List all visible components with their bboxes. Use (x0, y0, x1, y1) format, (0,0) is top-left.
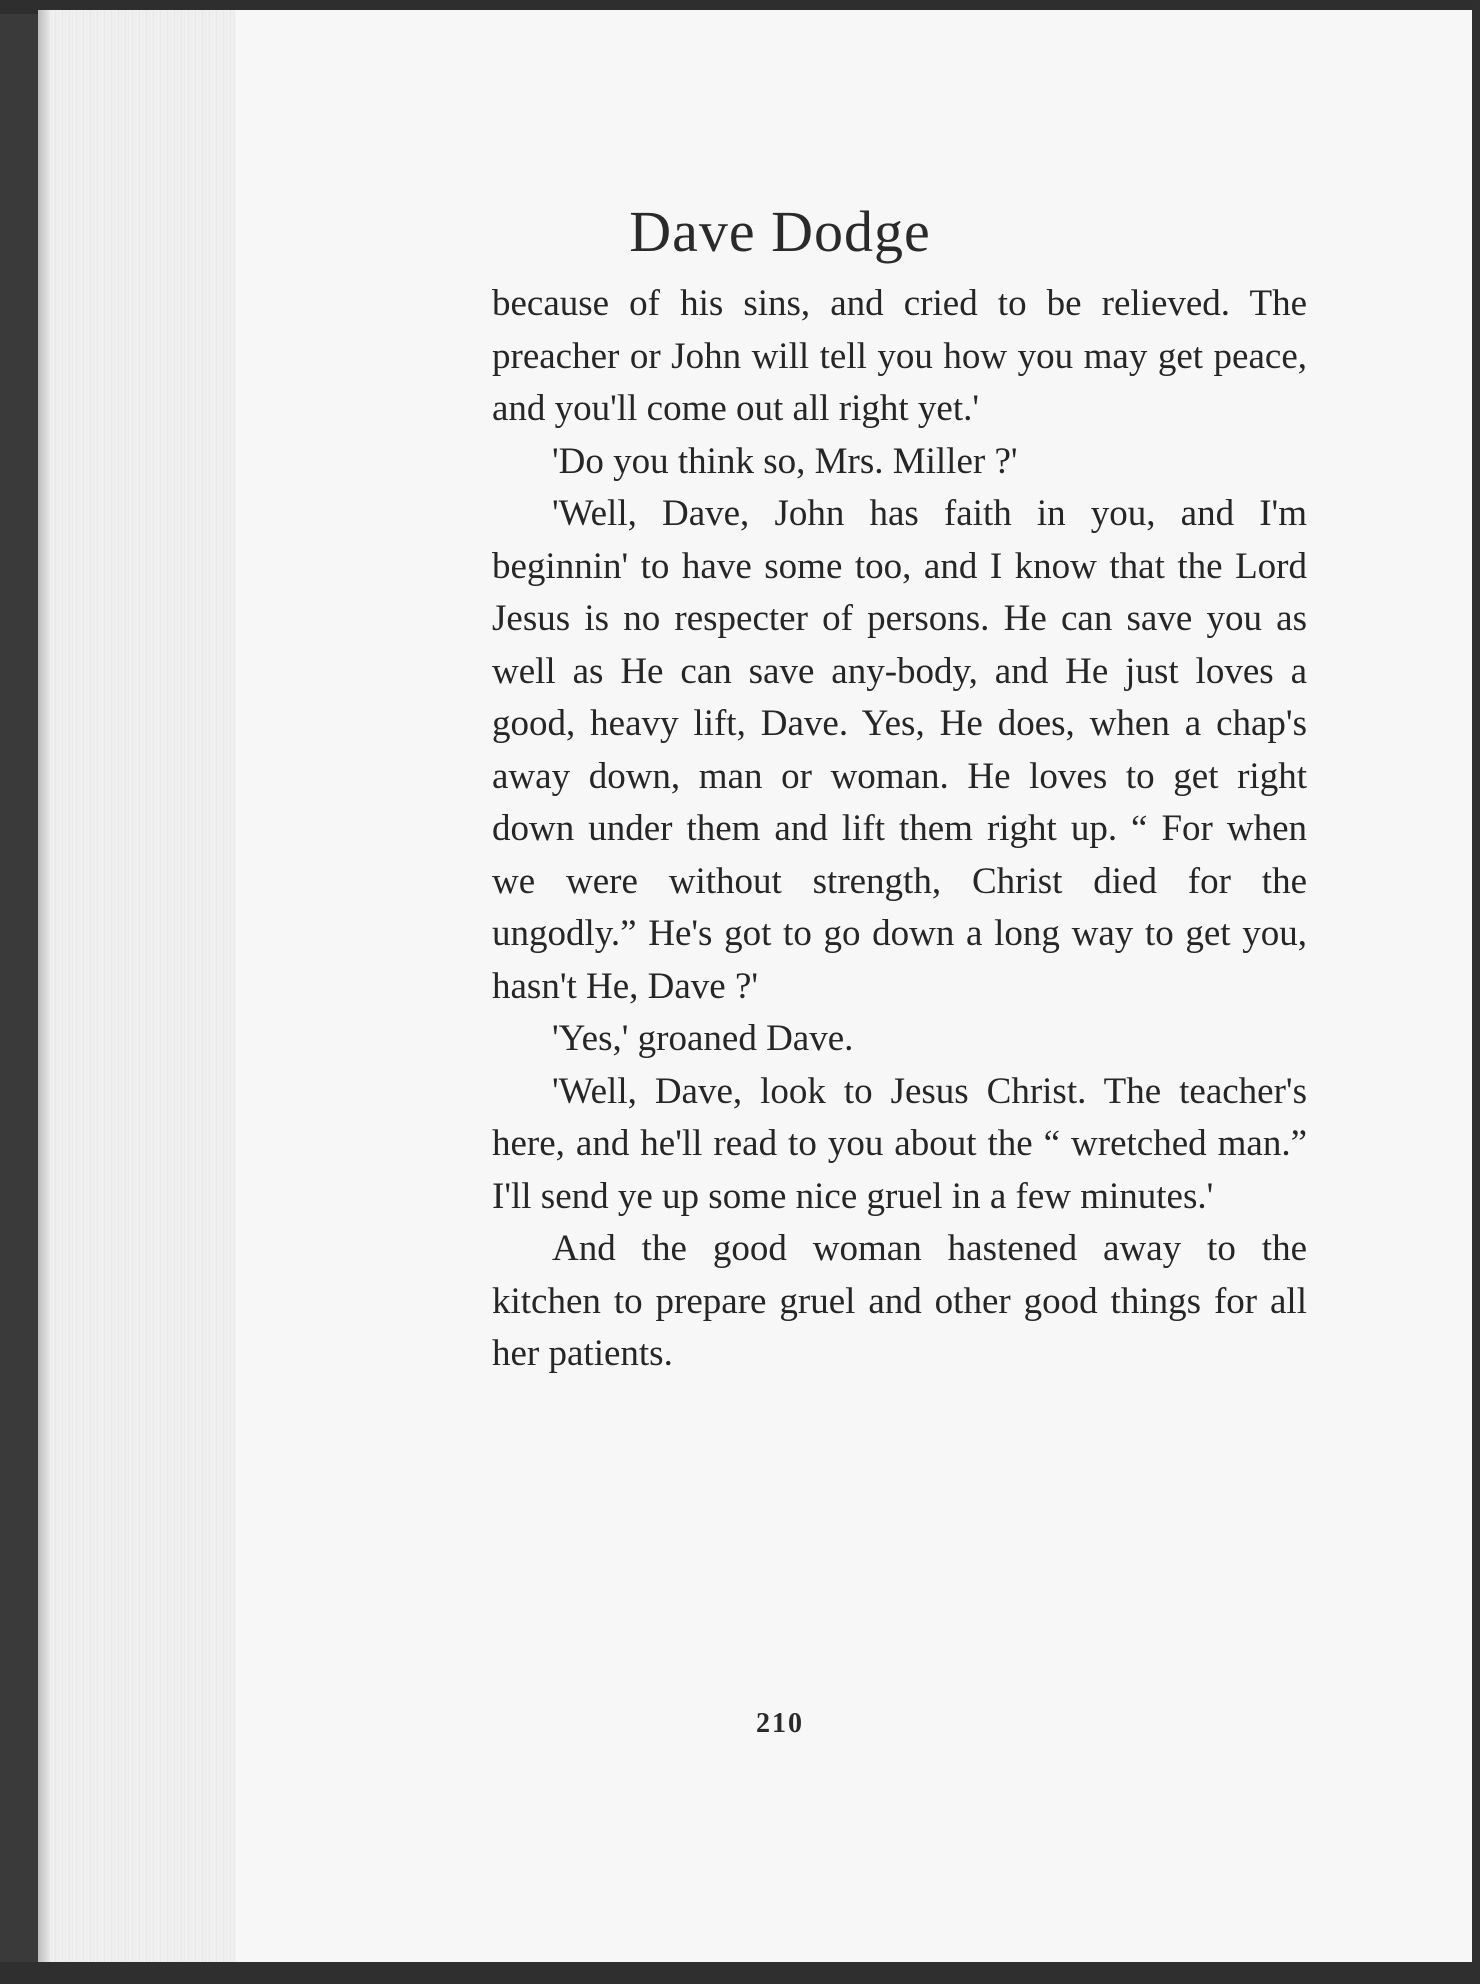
paragraph-4: 'Yes,' groaned Dave. (552, 1018, 854, 1059)
body-text (492, 278, 1307, 1381)
book-edge-shadow (38, 10, 50, 1962)
paragraph-2: 'Do you think so, Mrs. Miller ?' (552, 440, 1018, 482)
paragraph-3: 'Well, Dave, John has faith in you, and I'm beginnin' to have some too, and I know that the Lord Jesus is no respecter of persons. He can save you as well as He can save any-body, and He just loves a good, heavy lift, Dave. Yes, He does, when a chap's away down, man or woman. He loves to get right down under them and lift them right up. “ For when we were without strength, Christ died for the ungodly.” He's got to go down a long way to get you, hasn't He, Dave ?' (492, 493, 1307, 1007)
paragraph-6: And the good woman hastened away to the kitchen to prepare gruel and other good things for all her patients. (492, 1228, 1307, 1374)
running-head: Dave Dodge (629, 199, 931, 264)
paragraph-5: 'Well, Dave, look to Jesus Christ. The teacher's here, and he'll read to you about the “ wretched man.” I'll send ye up some nice gruel in a few minutes.' (492, 1070, 1307, 1217)
page-number: 210 (756, 1708, 804, 1739)
scan-right-border (1472, 0, 1480, 1984)
book-page-edges (38, 10, 242, 1962)
paragraph-1: because of his sins, and cried to be relieved. The preacher or John will tell you how you may get peace, and you'll come out all right yet.' (492, 283, 1307, 429)
scan-bottom-border (0, 1962, 1480, 1984)
